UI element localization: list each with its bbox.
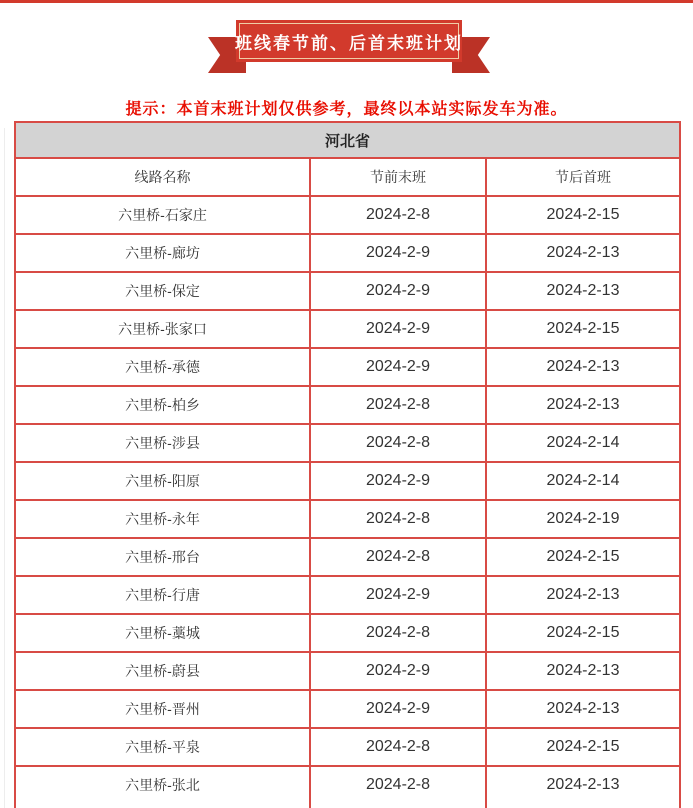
table-header-row [16, 159, 679, 197]
route-name-cell: 六里桥-晋州 [16, 691, 311, 727]
route-name-cell: 六里桥-平泉 [16, 729, 311, 765]
first-bus-date-cell: 2024-2-13 [487, 235, 679, 271]
province-label: 河北省 [16, 123, 679, 157]
table-row [16, 311, 679, 349]
table-row [16, 273, 679, 311]
route-name-cell: 六里桥-藁城 [16, 615, 311, 651]
first-bus-date-cell: 2024-2-19 [487, 501, 679, 537]
last-bus-date-cell: 2024-2-9 [311, 463, 487, 499]
route-name-cell: 六里桥-柏乡 [16, 387, 311, 423]
route-name-cell: 六里桥-蔚县 [16, 653, 311, 689]
first-bus-date-cell: 2024-2-14 [487, 463, 679, 499]
table-row [16, 197, 679, 235]
table-row [16, 577, 679, 615]
first-bus-date-cell: 2024-2-14 [487, 425, 679, 461]
table-row [16, 539, 679, 577]
first-bus-date-cell: 2024-2-15 [487, 615, 679, 651]
ribbon-inner-border [235, 23, 463, 59]
page-edge-line [4, 128, 5, 808]
last-bus-date-cell: 2024-2-9 [311, 577, 487, 613]
table-row [16, 501, 679, 539]
route-name-cell: 六里桥-涉县 [16, 425, 311, 461]
partial-row [16, 803, 679, 808]
last-bus-date-cell: 2024-2-9 [311, 349, 487, 385]
last-bus-date-cell: 2024-2-9 [311, 653, 487, 689]
first-bus-date-cell: 2024-2-15 [487, 197, 679, 233]
table-row [16, 767, 679, 803]
route-name-cell: 六里桥-阳原 [16, 463, 311, 499]
route-name-cell: 六里桥-张家口 [16, 311, 311, 347]
table-row [16, 729, 679, 767]
last-bus-date-cell: 2024-2-8 [311, 425, 487, 461]
province-row [16, 123, 679, 159]
first-bus-date-cell: 2024-2-13 [487, 387, 679, 423]
table-row [16, 349, 679, 387]
notice-text: 提示：本首末班计划仅供参考，最终以本站实际发车为准。 [125, 101, 568, 118]
last-bus-date-cell: 2024-2-9 [311, 691, 487, 727]
table-row [16, 463, 679, 501]
first-bus-date-cell: 2024-2-13 [487, 767, 679, 803]
table-row [16, 653, 679, 691]
first-bus-date-cell: 2024-2-15 [487, 539, 679, 575]
first-bus-date-cell: 2024-2-13 [487, 273, 679, 309]
route-name-cell: 六里桥-石家庄 [16, 197, 311, 233]
route-name-cell: 六里桥-保定 [16, 273, 311, 309]
banner-title: 班线春节前、后首末班计划 [235, 33, 463, 53]
first-bus-date-cell: 2024-2-13 [487, 577, 679, 613]
route-name-cell: 六里桥-张北 [16, 767, 311, 803]
table-row [16, 615, 679, 653]
schedule-table [14, 121, 681, 808]
column-header-route: 线路名称 [16, 159, 311, 195]
route-name-cell: 六里桥-邢台 [16, 539, 311, 575]
table-row [16, 235, 679, 273]
column-header-last-before: 节前末班 [311, 159, 487, 195]
last-bus-date-cell: 2024-2-9 [311, 235, 487, 271]
last-bus-date-cell: 2024-2-9 [311, 273, 487, 309]
route-name-cell: 六里桥-承德 [16, 349, 311, 385]
last-bus-date-cell: 2024-2-8 [311, 387, 487, 423]
table-row [16, 387, 679, 425]
last-bus-date-cell: 2024-2-9 [311, 311, 487, 347]
top-red-strip [0, 0, 693, 3]
last-bus-date-cell: 2024-2-8 [311, 501, 487, 537]
route-name-cell: 六里桥-永年 [16, 501, 311, 537]
table-row [16, 691, 679, 729]
first-bus-date-cell: 2024-2-13 [487, 691, 679, 727]
first-bus-date-cell: 2024-2-13 [487, 349, 679, 385]
route-name-cell: 六里桥-廊坊 [16, 235, 311, 271]
first-bus-date-cell: 2024-2-15 [487, 311, 679, 347]
last-bus-date-cell: 2024-2-8 [311, 539, 487, 575]
ribbon-banner [208, 20, 490, 73]
last-bus-date-cell: 2024-2-8 [311, 615, 487, 651]
last-bus-date-cell: 2024-2-8 [311, 729, 487, 765]
last-bus-date-cell: 2024-2-8 [311, 767, 487, 803]
route-name-cell: 六里桥-行唐 [16, 577, 311, 613]
table-row [16, 425, 679, 463]
table-body [16, 197, 679, 803]
column-header-first-after: 节后首班 [487, 159, 679, 195]
last-bus-date-cell: 2024-2-8 [311, 197, 487, 233]
first-bus-date-cell: 2024-2-13 [487, 653, 679, 689]
first-bus-date-cell: 2024-2-15 [487, 729, 679, 765]
ribbon-body [236, 20, 462, 62]
